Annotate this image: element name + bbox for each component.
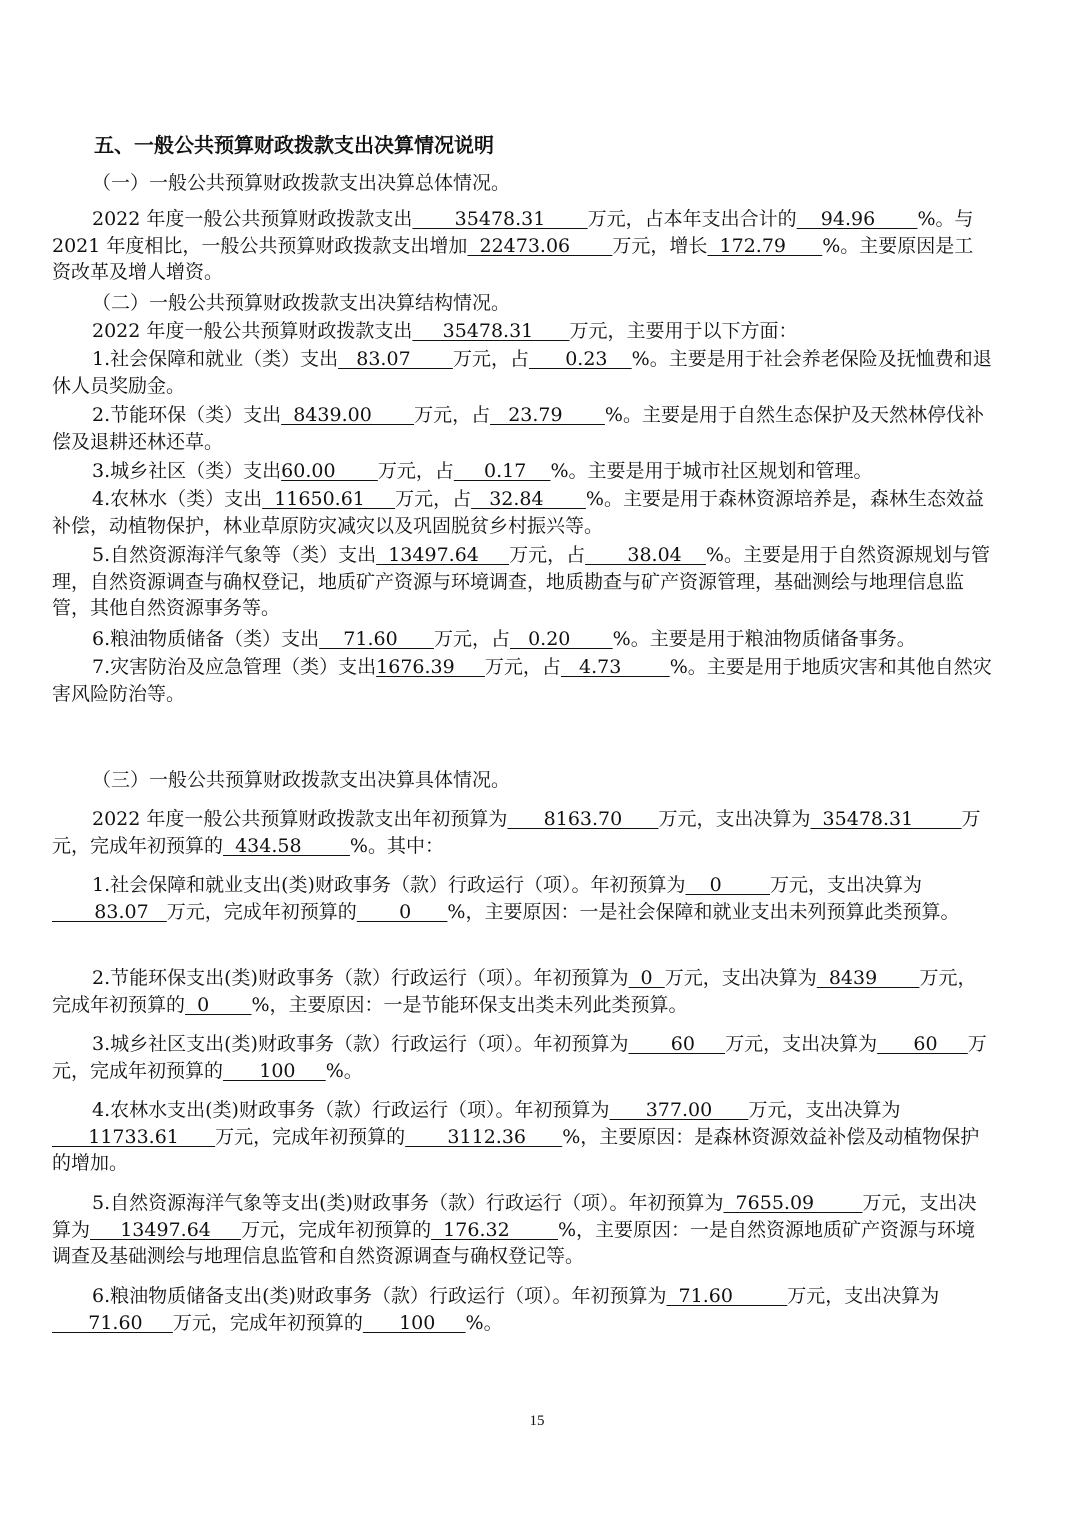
paragraph-text <box>52 806 992 859</box>
filled-blank-value: 7655.09 <box>723 1192 863 1214</box>
text-run: %。 <box>465 1311 503 1334</box>
paragraph <box>52 542 992 622</box>
text-run: %，主要原因：是森林资源效益补偿及动植物保护的增加。 <box>52 1125 980 1175</box>
text-run: （三）一般公共预算财政拨款支出决算具体情况。 <box>92 769 511 791</box>
paragraph <box>52 626 992 653</box>
filled-blank-value: 0 <box>685 874 771 896</box>
text-run: 万元，占 <box>377 460 454 482</box>
filled-blank-value: 0.20 <box>509 628 613 650</box>
text-run: 万元，占 <box>509 544 586 566</box>
filled-blank-value: 100 <box>223 1059 326 1082</box>
text-run: 万元，完成年初预算的 <box>215 1125 406 1148</box>
text-run: 1.社会保障和就业支出(类)财政事务（款）行政运行（项）。年初预算为 <box>92 874 686 896</box>
paragraph <box>52 806 992 859</box>
text-run: 万元，支出决算为 <box>787 1285 940 1307</box>
paragraph-text <box>52 318 992 345</box>
paragraph-text <box>52 626 992 653</box>
paragraph-text <box>52 965 992 1018</box>
paragraph <box>52 402 992 455</box>
text-run: 万元，支出决算为 <box>664 967 817 989</box>
text-run: 2.节能环保（类）支出 <box>92 404 282 426</box>
paragraph-text <box>52 346 992 399</box>
filled-blank-value: 71.60 <box>319 628 434 650</box>
filled-blank-value: 0.23 <box>528 348 632 370</box>
text-run: 万元，完成年初预算的 <box>52 808 981 857</box>
filled-blank-value: 1676.39 <box>376 656 485 678</box>
filled-blank-value: 13497.64 <box>376 544 510 566</box>
filled-blank-value: 83.07 <box>338 348 453 370</box>
text-run: 2022 年度一般公共预算财政拨款支出年初预算为 <box>92 808 508 830</box>
filled-blank-value: 83.07 <box>52 900 167 923</box>
text-run: 万元，支出决算为 <box>658 808 811 830</box>
text-run: 3.城乡社区（类）支出 <box>92 460 282 482</box>
text-run: %。主要原因是工资改革及增人增资。 <box>52 234 974 284</box>
text-run: 5.自然资源海洋气象等（类）支出 <box>92 544 377 566</box>
text-run: （一）一般公共预算财政拨款支出决算总体情况。 <box>92 172 511 194</box>
text-run: 万元，占 <box>452 348 529 370</box>
paragraph <box>52 1031 992 1084</box>
filled-blank-value: 100 <box>362 1311 466 1334</box>
paragraph <box>52 170 992 197</box>
paragraph-text <box>52 1190 992 1270</box>
text-run: 万元，支出决算为 <box>725 1033 878 1055</box>
paragraph <box>52 1283 992 1336</box>
text-run: 7.灾害防治及应急管理（类）支出 <box>92 656 377 678</box>
text-run: %。主要是用于粮油物质储备事务。 <box>612 628 916 650</box>
text-run: %，主要原因：一是自然资源地质矿产资源与环境调查及基础测绘与地理信息监管和自然资源调查与确权登记等。 <box>52 1218 976 1268</box>
filled-blank-value: 60 <box>877 1033 968 1055</box>
filled-blank-value: 32.84 <box>471 488 586 510</box>
paragraph <box>52 318 992 345</box>
text-run: （二）一般公共预算财政拨款支出决算结构情况。 <box>92 292 511 314</box>
paragraph-text <box>52 458 992 485</box>
text-run: %。主要是用于森林资源培养是，森林生态效益补偿，动植物保护，林业草原防灾减灾以及巩固脱贫乡村振兴等。 <box>52 488 984 537</box>
filled-blank-value: 35478.31 <box>412 208 588 230</box>
paragraph-text <box>52 170 992 197</box>
paragraph-text <box>52 1031 992 1084</box>
paragraph-text <box>52 402 992 455</box>
text-run: %。主要是用于地质灾害和其他自然灾害风险防治等。 <box>52 656 992 705</box>
text-run: 2.节能环保支出(类)财政事务（款）行政运行（项）。年初预算为 <box>92 967 629 989</box>
text-run: 万元，完成年初预算的 <box>241 1218 432 1241</box>
paragraph-text <box>52 486 992 539</box>
filled-blank-value: 71.60 <box>666 1285 788 1307</box>
paragraph <box>52 346 992 399</box>
text-run: 万元，占本年支出合计的 <box>587 208 797 230</box>
text-run: 2022 年度一般公共预算财政拨款支出 <box>92 208 413 230</box>
text-run: %。 <box>325 1059 363 1082</box>
filled-blank-value: 13497.64 <box>90 1218 242 1241</box>
filled-blank-value: 4.73 <box>560 656 670 678</box>
paragraph <box>52 872 992 925</box>
paragraph-text <box>52 872 992 925</box>
filled-blank-value: 35478.31 <box>810 808 962 830</box>
text-run: 万元，完成年初预算的 <box>52 967 977 1016</box>
text-run: 万元，占 <box>414 404 491 426</box>
filled-blank-value: 176.32 <box>431 1218 558 1241</box>
text-run: 万元，支出决算为 <box>770 874 923 896</box>
filled-blank-value: 60.00 <box>281 460 378 482</box>
text-run: 6.粮油物质储备（类）支出 <box>92 628 320 650</box>
section-title: 五、一般公共预算财政拨款支出决算情况说明 <box>94 133 494 157</box>
text-run: 2022 年度一般公共预算财政拨款支出 <box>92 320 413 342</box>
filled-blank-value: 71.60 <box>52 1311 173 1334</box>
filled-blank-value: 94.96 <box>796 208 918 230</box>
text-run: %。与 2021 年度相比，一般公共预算财政拨款支出增加 <box>52 208 974 257</box>
text-run: 3.城乡社区支出(类)财政事务（款）行政运行（项）。年初预算为 <box>92 1033 629 1055</box>
paragraph-text <box>52 1283 992 1336</box>
filled-blank-value: 434.58 <box>223 834 350 857</box>
filled-blank-value: 8439 <box>816 967 920 989</box>
text-run: %。主要是用于自然生态保护及天然林停伐补偿及退耕还林还草。 <box>52 404 984 453</box>
text-run: 万元，完成年初预算的 <box>172 1311 363 1334</box>
paragraph <box>52 767 992 794</box>
filled-blank-value: 3112.36 <box>405 1125 563 1148</box>
filled-blank-value: 0 <box>185 993 252 1016</box>
filled-blank-value: 8163.70 <box>507 808 659 830</box>
paragraph-text <box>52 290 992 317</box>
text-run: %。主要是用于自然资源规划与管理，自然资源调查与确权登记，地质矿产资源与环境调查，地质勘查与矿产资源管理，基础测绘与地理信息监管，其他自然资源事务等。 <box>52 544 990 620</box>
text-run: 万元，占 <box>484 656 561 678</box>
paragraph <box>52 206 992 286</box>
paragraph-text <box>52 542 992 622</box>
paragraph <box>52 654 992 707</box>
text-run: 5.自然资源海洋气象等支出(类)财政事务（款）行政运行（项）。年初预算为 <box>92 1192 724 1214</box>
page-number: 15 <box>529 1413 545 1429</box>
text-run: 万元，完成年初预算的 <box>52 1033 987 1082</box>
filled-blank-value: 22473.06 <box>467 234 613 257</box>
paragraph <box>52 1097 992 1177</box>
text-run: %，主要原因：一是节能环保支出类未列此类预算。 <box>251 993 688 1016</box>
filled-blank-value: 35478.31 <box>412 320 570 342</box>
text-run: 6.粮油物质储备支出(类)财政事务（款）行政运行（项）。年初预算为 <box>92 1285 667 1307</box>
text-run: 万元，增长 <box>612 234 708 257</box>
filled-blank-value: 8439.00 <box>281 404 415 426</box>
paragraph-text <box>52 206 992 286</box>
text-run: %。主要是用于社会养老保险及抚恤费和退休人员奖励金。 <box>52 348 992 397</box>
paragraph <box>52 1190 992 1270</box>
text-run: 万元，主要用于以下方面： <box>569 320 798 342</box>
text-run: %，主要原因：一是社会保障和就业支出未列预算此类预算。 <box>447 900 960 923</box>
text-run: 万元，完成年初预算的 <box>166 900 357 923</box>
filled-blank-value: 0 <box>356 900 448 923</box>
paragraph-text <box>52 654 992 707</box>
paragraph <box>52 965 992 1018</box>
filled-blank-value: 377.00 <box>609 1099 749 1121</box>
text-run: 万元，支出决算为 <box>52 1192 977 1241</box>
filled-blank-value: 23.79 <box>490 404 605 426</box>
text-run: 1.社会保障和就业（类）支出 <box>92 348 339 370</box>
paragraph-text <box>52 1097 992 1177</box>
text-run: 4.农林水支出(类)财政事务（款）行政运行（项）。年初预算为 <box>92 1099 610 1121</box>
paragraph-text <box>52 767 992 794</box>
filled-blank-value: 11650.61 <box>262 488 396 510</box>
paragraph <box>52 290 992 317</box>
filled-blank-value: 0.17 <box>453 460 551 482</box>
paragraph <box>52 458 992 485</box>
paragraph <box>52 486 992 539</box>
filled-blank-value: 172.79 <box>707 234 823 257</box>
text-run: 万元，占 <box>395 488 472 510</box>
filled-blank-value: 38.04 <box>585 544 706 566</box>
filled-blank-value: 11733.61 <box>52 1125 216 1148</box>
text-run: 4.农林水（类）支出 <box>92 488 263 510</box>
text-run: %。主要是用于城市社区规划和管理。 <box>550 460 873 482</box>
filled-blank-value: 60 <box>628 1033 726 1055</box>
text-run: 万元，占 <box>433 628 510 650</box>
text-run: %。其中： <box>349 834 444 857</box>
text-run: 万元，支出决算为 <box>748 1099 901 1121</box>
filled-blank-value: 0 <box>628 967 665 989</box>
